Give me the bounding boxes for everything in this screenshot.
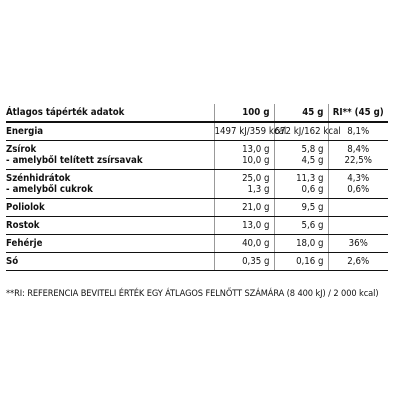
nutrient-label [6, 170, 214, 199]
nutrient-label-line: Szénhidrátok [6, 173, 71, 184]
table-row [6, 253, 388, 271]
nutrient-label-line: Só [6, 256, 19, 267]
value-45g-line: 672 kJ/162 kcal [274, 126, 341, 137]
value-100g-line: 10,0 g [242, 155, 270, 166]
table-row [6, 122, 388, 141]
value-100g [214, 235, 274, 253]
value-ri-line: 2,6% [347, 256, 370, 267]
value-ri-line: 8,1% [347, 126, 370, 137]
table-row [6, 170, 388, 199]
value-45g-line: 18,0 g [296, 238, 324, 249]
nutrient-label [6, 199, 214, 217]
value-100g [214, 217, 274, 235]
value-45g-line: 0,16 g [296, 256, 324, 267]
value-45g-line: 9,5 g [301, 202, 324, 213]
value-ri [328, 141, 388, 170]
value-45g [274, 170, 328, 199]
nutrition-table [6, 104, 388, 271]
table-row [6, 199, 388, 217]
header-per-100g: 100 g [214, 104, 274, 122]
nutrient-label-line: Zsírok [6, 144, 37, 155]
value-100g-line: 25,0 g [242, 173, 270, 184]
value-100g-line: 13,0 g [242, 144, 270, 155]
header-per-45g: 45 g [274, 104, 328, 122]
value-45g [274, 141, 328, 170]
value-45g-line: 4,5 g [301, 155, 324, 166]
nutrient-label-line: - amelyből telített zsírsavak [6, 155, 143, 166]
value-45g [274, 217, 328, 235]
value-100g-line: 0,35 g [242, 256, 270, 267]
nutrient-label-line: Fehérje [6, 238, 43, 249]
value-ri [328, 253, 388, 271]
value-45g [274, 199, 328, 217]
table-body [6, 122, 388, 271]
nutrient-label-line: Rostok [6, 220, 40, 231]
value-ri-line: 36% [348, 238, 368, 249]
value-45g-line: 5,6 g [301, 220, 324, 231]
footnote: **RI: REFERENCIA BEVITELI ÉRTÉK EGY ÁTLAGOS FELNŐTT SZÁMÁRA (8 400 kJ) / 2 000 kcal) [6, 288, 379, 299]
value-45g [274, 122, 341, 141]
value-100g-line: 13,0 g [242, 220, 270, 231]
value-100g-line: 1497 kJ/359 kcal [214, 126, 287, 137]
table-header-row [6, 104, 388, 122]
value-ri [328, 217, 388, 235]
value-100g [214, 253, 274, 271]
value-100g-line: 21,0 g [242, 202, 270, 213]
nutrient-label [6, 253, 214, 271]
value-ri-line: 22,5% [344, 155, 372, 166]
value-ri-line: 8,4% [347, 144, 370, 155]
value-100g-line: 1,3 g [247, 184, 270, 195]
value-ri-line: 0,6% [347, 184, 370, 195]
nutrient-label [6, 122, 214, 141]
table-row [6, 141, 388, 170]
nutrient-label-line: Poliolok [6, 202, 45, 213]
value-100g-line: 40,0 g [242, 238, 270, 249]
table-row [6, 235, 388, 253]
header-nutrient: Átlagos tápérték adatok [6, 104, 214, 122]
value-ri [328, 170, 388, 199]
nutrient-label-line: - amelyből cukrok [6, 184, 93, 195]
nutrient-label [6, 217, 214, 235]
value-100g [214, 199, 274, 217]
value-ri [328, 199, 388, 217]
value-45g [274, 235, 328, 253]
value-45g [274, 253, 328, 271]
table-row [6, 217, 388, 235]
value-ri-line: 4,3% [347, 173, 370, 184]
nutrition-panel [6, 104, 388, 271]
value-ri [328, 235, 388, 253]
value-45g-line: 11,3 g [296, 173, 324, 184]
value-100g [214, 122, 287, 141]
value-45g-line: 0,6 g [301, 184, 324, 195]
header-ri: RI** (45 g) [328, 104, 388, 122]
value-45g-line: 5,8 g [301, 144, 324, 155]
nutrient-label [6, 141, 214, 170]
value-100g [214, 170, 274, 199]
nutrient-label [6, 235, 214, 253]
value-100g [214, 141, 274, 170]
nutrient-label-line: Energia [6, 126, 44, 137]
